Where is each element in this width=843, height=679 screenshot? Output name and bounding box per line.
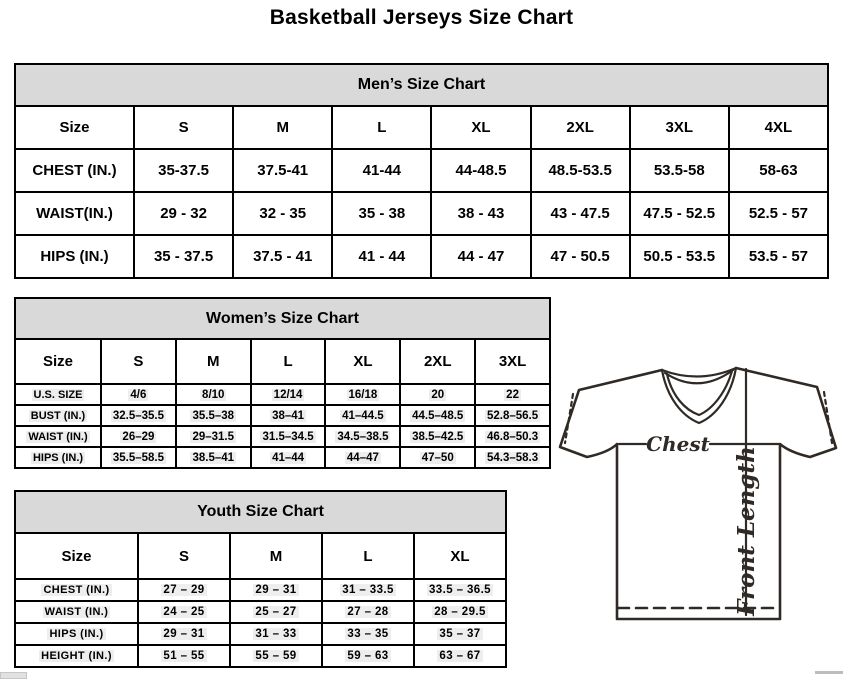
size-cell: 51 – 55 bbox=[138, 645, 230, 667]
size-cell: 50.5 - 53.5 bbox=[630, 235, 729, 278]
column-header: 3XL bbox=[630, 106, 729, 149]
size-cell: 34.5–38.5 bbox=[325, 426, 400, 447]
column-header: Size bbox=[15, 106, 134, 149]
size-cell: 4/6 bbox=[101, 384, 176, 405]
size-cell: 38 - 43 bbox=[431, 192, 530, 235]
chest-label: Chest bbox=[646, 432, 710, 456]
scrollbar-fragment-right bbox=[815, 671, 843, 674]
size-cell: 31 – 33 bbox=[230, 623, 322, 645]
row-label: WAIST(IN.) bbox=[15, 192, 134, 235]
row-label: WAIST (IN.) bbox=[15, 426, 101, 447]
size-cell: 41 - 44 bbox=[332, 235, 431, 278]
table-row bbox=[15, 447, 550, 468]
table-row bbox=[15, 426, 550, 447]
youth-size-table bbox=[14, 490, 507, 668]
size-cell: 33 – 35 bbox=[322, 623, 414, 645]
size-cell: 32 - 35 bbox=[233, 192, 332, 235]
column-header: M bbox=[230, 533, 322, 579]
size-cell: 26–29 bbox=[101, 426, 176, 447]
mens-column-header-row bbox=[15, 106, 828, 149]
row-label: WAIST (IN.) bbox=[15, 601, 138, 623]
column-header: S bbox=[138, 533, 230, 579]
size-cell: 35.5–38 bbox=[176, 405, 251, 426]
size-cell: 29 - 32 bbox=[134, 192, 233, 235]
table-row bbox=[15, 623, 506, 645]
column-header: L bbox=[322, 533, 414, 579]
table-title: Women’s Size Chart bbox=[15, 298, 550, 339]
row-label: CHEST (IN.) bbox=[15, 579, 138, 601]
table-title: Youth Size Chart bbox=[15, 491, 506, 533]
size-cell: 47.5 - 52.5 bbox=[630, 192, 729, 235]
column-header: 2XL bbox=[531, 106, 630, 149]
table-row bbox=[15, 384, 550, 405]
table-row bbox=[15, 645, 506, 667]
mens-size-table bbox=[14, 63, 829, 279]
size-cell: 29–31.5 bbox=[176, 426, 251, 447]
size-cell: 37.5-41 bbox=[233, 149, 332, 192]
size-cell: 38–41 bbox=[251, 405, 326, 426]
size-cell: 55 – 59 bbox=[230, 645, 322, 667]
size-cell: 44.5–48.5 bbox=[400, 405, 475, 426]
size-cell: 12/14 bbox=[251, 384, 326, 405]
size-cell: 27 – 28 bbox=[322, 601, 414, 623]
size-cell: 52.5 - 57 bbox=[729, 192, 828, 235]
row-label: HIPS (IN.) bbox=[15, 447, 101, 468]
left-sleeve-dashed-seam bbox=[565, 394, 573, 443]
column-header: S bbox=[134, 106, 233, 149]
size-cell: 43 - 47.5 bbox=[531, 192, 630, 235]
scrollbar-fragment-left bbox=[0, 672, 27, 679]
size-cell: 20 bbox=[400, 384, 475, 405]
size-cell: 28 – 29.5 bbox=[414, 601, 506, 623]
table-row bbox=[15, 235, 828, 278]
size-cell: 47–50 bbox=[400, 447, 475, 468]
youth-column-header-row bbox=[15, 533, 506, 579]
jersey-outline bbox=[560, 368, 836, 619]
size-cell: 31.5–34.5 bbox=[251, 426, 326, 447]
size-cell: 59 – 63 bbox=[322, 645, 414, 667]
size-cell: 63 – 67 bbox=[414, 645, 506, 667]
size-cell: 35 – 37 bbox=[414, 623, 506, 645]
size-cell: 41-44 bbox=[332, 149, 431, 192]
size-cell: 29 – 31 bbox=[230, 579, 322, 601]
size-cell: 27 – 29 bbox=[138, 579, 230, 601]
size-cell: 35 - 37.5 bbox=[134, 235, 233, 278]
column-header: 2XL bbox=[400, 339, 475, 384]
size-cell: 38.5–41 bbox=[176, 447, 251, 468]
column-header: M bbox=[176, 339, 251, 384]
womens-table-header-band bbox=[15, 298, 550, 339]
size-cell: 8/10 bbox=[176, 384, 251, 405]
table-row bbox=[15, 192, 828, 235]
mens-table-header-band bbox=[15, 64, 828, 106]
size-cell: 58-63 bbox=[729, 149, 828, 192]
size-cell: 29 – 31 bbox=[138, 623, 230, 645]
table-row bbox=[15, 149, 828, 192]
size-cell: 22 bbox=[475, 384, 550, 405]
size-cell: 35-37.5 bbox=[134, 149, 233, 192]
youth-table-header-band bbox=[15, 491, 506, 533]
womens-size-table bbox=[14, 297, 551, 469]
row-label: BUST (IN.) bbox=[15, 405, 101, 426]
row-label: HEIGHT (IN.) bbox=[15, 645, 138, 667]
size-cell: 31 – 33.5 bbox=[322, 579, 414, 601]
size-cell: 16/18 bbox=[325, 384, 400, 405]
column-header: 3XL bbox=[475, 339, 550, 384]
size-cell: 53.5 - 57 bbox=[729, 235, 828, 278]
size-cell: 48.5-53.5 bbox=[531, 149, 630, 192]
size-cell: 44-48.5 bbox=[431, 149, 530, 192]
row-label: HIPS (IN.) bbox=[15, 623, 138, 645]
size-cell: 37.5 - 41 bbox=[233, 235, 332, 278]
row-label: HIPS (IN.) bbox=[15, 235, 134, 278]
row-label: U.S. SIZE bbox=[15, 384, 101, 405]
column-header: Size bbox=[15, 339, 101, 384]
size-cell: 32.5–35.5 bbox=[101, 405, 176, 426]
page-title: Basketball Jerseys Size Chart bbox=[269, 6, 574, 29]
size-cell: 35.5–58.5 bbox=[101, 447, 176, 468]
size-cell: 44 - 47 bbox=[431, 235, 530, 278]
table-row bbox=[15, 405, 550, 426]
size-cell: 33.5 – 36.5 bbox=[414, 579, 506, 601]
column-header: XL bbox=[414, 533, 506, 579]
column-header: XL bbox=[431, 106, 530, 149]
size-cell: 44–47 bbox=[325, 447, 400, 468]
column-header: Size bbox=[15, 533, 138, 579]
size-cell: 25 – 27 bbox=[230, 601, 322, 623]
column-header: S bbox=[101, 339, 176, 384]
size-cell: 24 – 25 bbox=[138, 601, 230, 623]
size-cell: 41–44 bbox=[251, 447, 326, 468]
row-label: CHEST (IN.) bbox=[15, 149, 134, 192]
womens-column-header-row bbox=[15, 339, 550, 384]
column-header: XL bbox=[325, 339, 400, 384]
table-row bbox=[15, 601, 506, 623]
size-cell: 41–44.5 bbox=[325, 405, 400, 426]
column-header: M bbox=[233, 106, 332, 149]
size-cell: 53.5-58 bbox=[630, 149, 729, 192]
size-cell: 54.3–58.3 bbox=[475, 447, 550, 468]
size-cell: 52.8–56.5 bbox=[475, 405, 550, 426]
table-row bbox=[15, 579, 506, 601]
size-cell: 38.5–42.5 bbox=[400, 426, 475, 447]
column-header: L bbox=[332, 106, 431, 149]
size-cell: 47 - 50.5 bbox=[531, 235, 630, 278]
column-header: L bbox=[251, 339, 326, 384]
column-header: 4XL bbox=[729, 106, 828, 149]
front-length-label: Front Length bbox=[733, 446, 760, 616]
table-title: Men’s Size Chart bbox=[15, 64, 828, 106]
size-cell: 46.8–50.3 bbox=[475, 426, 550, 447]
size-cell: 35 - 38 bbox=[332, 192, 431, 235]
jersey-measurement-diagram bbox=[555, 356, 839, 628]
